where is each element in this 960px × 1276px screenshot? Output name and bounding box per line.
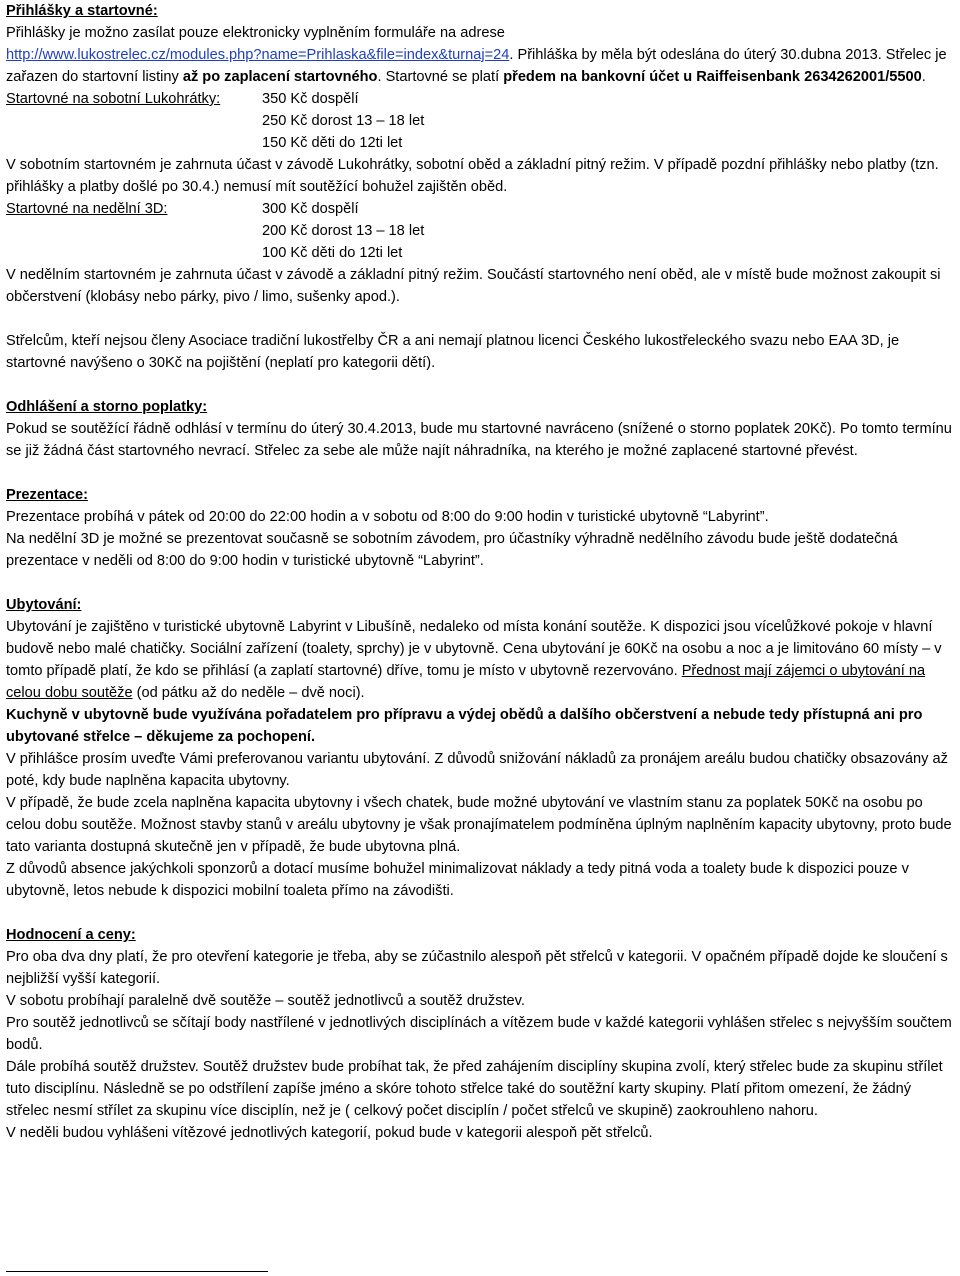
fee-item: 100 Kč děti do 12ti let (262, 245, 403, 261)
hodnoceni-paragraph-5: V neděli budou vyhlášeni vítězové jednotlivých kategorií, pokud bude v kategorii alespoň pět střelců. (6, 1125, 653, 1141)
section-heading-ubytovani: Ubytování: (6, 597, 82, 613)
prihlasky-text-2: . Přihláška by měla být odeslána do úterý 30.dubna 2013. Střelec je zařazen do startovní listiny (6, 47, 947, 85)
fee-item: 350 Kč dospělí (262, 91, 359, 107)
hodnoceni-paragraph-1: Pro oba dva dny platí, že pro otevření kategorie je třeba, aby se zúčastnilo alespoň pět střelců v kategorii. V opačném případě dojde ke sloučení s nejbližší vyšší kategorií. (6, 949, 948, 987)
saturday-fees (6, 88, 956, 154)
sunday-fees (6, 198, 956, 264)
prihlasky-text-4: . (921, 69, 926, 85)
ubytovani-priority: Přednost mají zájemci o ubytování na celou dobu soutěže (6, 663, 926, 701)
ubytovani-paragraph-3: V přihlášce prosím uveďte Vámi preferovanou variantu ubytování. Z důvodů snižování nákladů za pronájem areálu budou chatičky obsazovány až poté, kdy bude naplněna kapacita ubytovny. (6, 751, 948, 789)
prezentace-text-2: Na nedělní 3D je možné se prezentovat současně se sobotním závodem, pro účastníky výhradně nedělního závodu bude ještě dodatečná prezentace v neděli od 8:00 do 9:00 hodin v turistické ubytovně “Labyrint”. (6, 531, 898, 569)
fee-item: 150 Kč děti do 12ti let (262, 135, 403, 151)
fee-item: 300 Kč dospělí (262, 201, 359, 217)
payment-condition: až po zaplacení startovného (182, 69, 378, 85)
section-heading-odhlaseni: Odhlášení a storno poplatky: (6, 399, 208, 415)
sunday-fee-label: Startovné na nedělní 3D: (6, 201, 168, 217)
section-heading-prezentace: Prezentace: (6, 487, 88, 503)
hodnoceni-paragraph-3: Pro soutěž jednotlivců se sčítají body nastřílené v jednotlivých disciplínách a vítězem bude v každé kategorii vyhlášen střelec s nejvyšším součtem bodů. (6, 1015, 952, 1053)
ubytovani-paragraph-5: Z důvodů absence jakýchkoli sponzorů a dotací musíme bohužel minimalizovat náklady a tedy pitná voda a toalety bude k dispozici pouze v ubytovně, letos nebude k dispozici mobilní toaleta přímo na závodišti. (6, 861, 909, 899)
odhlaseni-text: Pokud se soutěžící řádně odhlásí v termínu do úterý 30.4.2013, bude mu startovné navráceno (snížené o storno poplatek 20Kč). Po tomto termínu se již žádná část startovného nevrací. Střelec za sebe ale může najít náhradníka, na kterého je možné zaplacené startovné převést. (6, 421, 952, 459)
document-page (6, 0, 956, 1144)
bank-account: předem na bankovní účet u Raiffeisenbank 2634262001/5500 (503, 69, 922, 85)
footnote-separator (6, 1271, 268, 1272)
saturday-fee-label: Startovné na sobotní Lukohrátky: (6, 91, 221, 107)
ubytovani-paragraph-1 (6, 616, 956, 704)
registration-link[interactable]: http://www.lukostrelec.cz/modules.php?name=Prihlaska&file=index&turnaj=24 (6, 47, 510, 63)
section-heading-prihlasky: Přihlášky a startovné: (6, 3, 158, 19)
hodnoceni-paragraph-2: V sobotu probíhají paralelně dvě soutěže – soutěž jednotlivců a soutěž družstev. (6, 993, 525, 1009)
prihlasky-text-3: . Startovné se platí (377, 69, 504, 85)
saturday-note: V sobotním startovném je zahrnuta účast v závodě Lukohrátky, sobotní oběd a základní pitný režim. V případě pozdní přihlášky nebo platby (tzn. přihlášky a platby došlé po 30.4.) nemusí mít soutěžící bohužel zajištěn oběd. (6, 157, 939, 195)
ubytovani-text: Ubytování je zajištěno v turistické ubytovně Labyrint v Libušíně, nedaleko od místa konání soutěže. K dispozici jsou vícelůžkové pokoje v hlavní budově nebo malé chatičky. Sociální zařízení (toalety, sprchy) je v ubytovně. Cena ubytování je 60Kč na osobu a noc a je limitováno 60 místy – v tomto případě platí, že kdo se přihlásí (a zaplatí startovné) dříve, tomu je místo v ubytovně rezervováno. (6, 619, 942, 679)
ubytovani-paragraph-4: V případě, že bude zcela naplněna kapacita ubytovny i všech chatek, bude možné ubytování ve vlastním stanu za poplatek 50Kč na osobu po celou dobu soutěže. Možnost stavby stanů v areálu ubytovny je však pronajímatelem podmíněna úplným naplněním kapacity ubytovny, proto bude tato varianta dostupná skutečně jen v případě, že bude ubytovna plná. (6, 795, 952, 855)
ubytovani-text-2: (od pátku až do neděle – dvě noci). (132, 685, 365, 701)
hodnoceni-paragraph-4: Dále probíhá soutěž družstev. Soutěž družstev bude probíhat tak, že před zahájením disciplíny skupina zvolí, který střelec bude za skupinu střílet tuto disciplínu. Následně se po odstřílení zapíše jméno a skóre tohoto střelce také do soutěžní karty skupiny. Platí přitom omezení, že žádný střelec nesmí střílet za skupinu více disciplín, než je ( celkový počet disciplín / počet střelců ve skupině) zaokrouhleno nahoru. (6, 1059, 943, 1119)
prezentace-text-1: Prezentace probíhá v pátek od 20:00 do 22:00 hodin a v sobotu od 8:00 do 9:00 hodin v turistické ubytovně “Labyrint”. (6, 509, 769, 525)
prihlasky-paragraph (6, 22, 956, 88)
fee-item: 250 Kč dorost 13 – 18 let (262, 113, 425, 129)
association-note: Střelcům, kteří nejsou členy Asociace tradiční lukostřelby ČR a ani nemají platnou licenci Českého lukostřeleckého svazu nebo EAA 3D, je startovné navýšeno o 30Kč na pojištění (neplatí pro kategorii dětí). (6, 333, 900, 371)
kitchen-notice: Kuchyně v ubytovně bude využívána pořadatelem pro přípravu a výdej obědů a dalšího občerstvení a nebude tedy přístupná ani pro ubytované střelce – děkujeme za pochopení. (6, 707, 923, 745)
section-heading-hodnoceni: Hodnocení a ceny: (6, 927, 136, 943)
fee-item: 200 Kč dorost 13 – 18 let (262, 223, 425, 239)
sunday-note: V nedělním startovném je zahrnuta účast v závodě a základní pitný režim. Součástí startovného není oběd, ale v místě bude možnost zakoupit si občerstvení (klobásy nebo párky, pivo / limo, sušenky apod.). (6, 267, 941, 305)
prihlasky-text: Přihlášky je možno zasílat pouze elektronicky vyplněním formuláře na adrese (6, 25, 505, 41)
